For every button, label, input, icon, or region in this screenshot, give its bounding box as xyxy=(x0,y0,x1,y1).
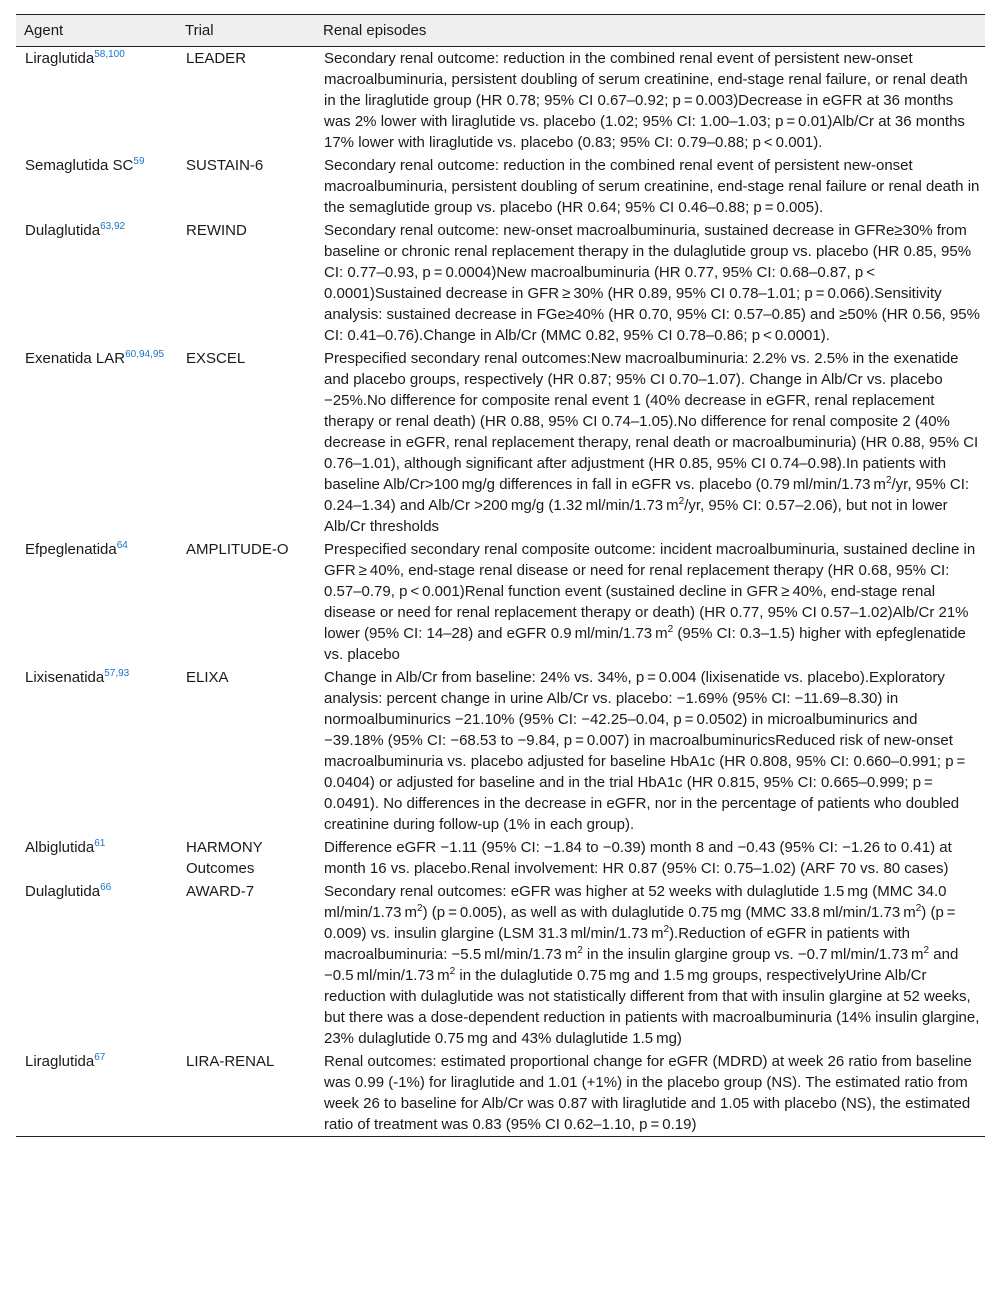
agent-cell xyxy=(16,47,177,155)
trial-cell: AWARD-7 xyxy=(186,883,255,900)
agent-cell xyxy=(16,538,177,666)
table-row xyxy=(16,347,985,538)
trial-cell: SUSTAIN-6 xyxy=(186,157,264,174)
superscript: 2 xyxy=(915,903,922,914)
renal-episodes-cell: Prespecified secondary renal composite outcome: incident macroalbuminuria, sustained decline in GFR ≥ 40%, end-stage renal disease or need for renal replacement therapy (HR 0.68, 95% CI: 0.57–0.79, p < 0.001)Renal function event (sustained decline in GFR ≥ 40%, end-stage renal disease or need for renal replacement therapy or death) (HR 0.77, 95% CI 0.57–1.02)Alb/Cr 21% lower (95% CI: 14–28) and eGFR 0.9 ml/min/1.73 $m^2$ (95% CI: 0.3–1.5) higher with epfeglenatide vs. placebo xyxy=(324,541,976,663)
table-container xyxy=(16,14,985,1137)
agent-name: Liraglutida xyxy=(25,50,95,67)
agent-cell xyxy=(16,1050,177,1137)
trial-cell: AMPLITUDE-O xyxy=(186,541,289,558)
agent-cell xyxy=(16,666,177,836)
agent-name: Exenatida LAR xyxy=(25,350,126,367)
trial-cell: LEADER xyxy=(186,50,247,67)
agent-name: Dulaglutida xyxy=(25,883,101,900)
superscript: 2 xyxy=(449,966,456,977)
reference-link[interactable]: 58,100 xyxy=(94,49,125,60)
reference-link[interactable]: 63,92 xyxy=(100,221,126,232)
superscript: 2 xyxy=(417,903,423,914)
table-row xyxy=(16,154,985,219)
superscript: 2 xyxy=(663,924,670,935)
reference-link[interactable]: 60,94,95 xyxy=(125,349,165,360)
agent-name: Dulaglutida xyxy=(25,222,101,239)
header-agent: Agent xyxy=(24,22,64,39)
table-row xyxy=(16,836,985,880)
reference-link[interactable]: 61 xyxy=(94,838,106,849)
renal-episodes-cell: Renal outcomes: estimated proportional change for eGFR (MDRD) at week 26 ratio from baseline was 0.99 (-1%) for liraglutide and 1.01 (+1%) in the placebo group (NS). The estimated ratio from week 26 to baseline for Alb/Cr was 0.87 with liraglutide and 1.05 with placebo (NS), the estimated ratio of treatment was 0.83 (95% CI 0.62–1.10, p = 0.19) xyxy=(324,1053,972,1133)
table-row xyxy=(16,219,985,347)
table-row xyxy=(16,47,985,155)
renal-episodes-cell: Secondary renal outcomes: eGFR was higher at 52 weeks with dulaglutide 1.5 mg (MMC 34.0 ml/min/1.73 $m^2$) (p = 0.005), as well as with dulaglutide 0.75 mg (MMC 33.8 ml/min/1.73 $m^2$) (p = 0.009) vs. insulin glargine (LSM 31.3 ml/min/1.73 $m^2).Reduction$ of eGFR in patients with macroalbuminuria: −5.5 ml/min/1.73 $m^2$ in the insulin glargine group vs. −0.7 ml/min/1.73 $m^2$ and −0.5 ml/min/1.73 $m^2$ in the dulaglutide 0.75 mg and 1.5 mg groups, respectivelyUrine Alb/Cr reduction with dulaglutide was not statistically different from that with insulin glargine at 52 weeks, but there was a dose-dependent reduction in patients with macroalbuminuria (14% insulin glargine, 23% dulaglutide 0.75 mg and 43% dulaglutide 1.5 mg) xyxy=(324,883,980,1047)
trial-cell: ELIXA xyxy=(186,669,229,686)
reference-link[interactable]: 66 xyxy=(100,882,112,893)
superscript: 2 xyxy=(577,945,583,956)
header-renal-episodes: Renal episodes xyxy=(323,22,427,39)
trial-cell: HARMONY Outcomes xyxy=(186,839,263,877)
renal-episodes-cell: Secondary renal outcome: reduction in the combined renal event of persistent new-onset macroalbuminuria, persistent doubling of serum creatinine, end-stage renal failure or renal death in the semaglutide group vs. placebo (HR 0.64; 95% CI 0.46–0.88; p = 0.005). xyxy=(324,157,980,216)
renal-episodes-cell: Prespecified secondary renal outcomes:New macroalbuminuria: 2.2% vs. 2.5% in the exenatide and placebo groups, respectively (HR 0.87; 95% CI 0.70–1.07). Change in Alb/Cr vs. placebo −25%.No difference for composite renal event 1 (40% decrease in eGFR, renal replacement therapy or renal death) (HR 0.88, 95% CI 0.74–1.05).No difference for renal composite 2 (40% decrease in eGFR, renal replacement therapy, renal death or macroalbuminuria) (HR 0.88, 95% CI 0.76–1.01), although significant after adjustment (HR 0.85, 95% CI 0.74–0.98).In patients with baseline Alb/Cr>100 mg/g differences in fall in eGFR vs. placebo (0.79 ml/min/1.73 $m^2/yr$, 95% CI: 0.24–1.34) and Alb/Cr >200 mg/g (1.32 ml/min/1.73 $m^2/yr$, 95% CI: 0.57–2.06), but not in lower Alb/Cr thresholds xyxy=(324,350,979,535)
table-row xyxy=(16,666,985,836)
agent-cell xyxy=(16,347,177,538)
table-row xyxy=(16,880,985,1050)
agent-name: Efpeglenatida xyxy=(25,541,117,558)
table-body xyxy=(16,47,985,1137)
agent-cell xyxy=(16,219,177,347)
agent-name: Semaglutida SC xyxy=(25,157,134,174)
trial-cell: REWIND xyxy=(186,222,247,239)
trial-cell: LIRA-RENAL xyxy=(186,1053,275,1070)
reference-link[interactable]: 67 xyxy=(94,1052,106,1063)
agent-cell xyxy=(16,836,177,880)
table-row xyxy=(16,538,985,666)
renal-episodes-cell: Difference eGFR −1.11 (95% CI: −1.84 to −0.39) month 8 and −0.43 (95% CI: −1.26 to 0.41) at month 16 vs. placebo.Renal involvement: HR 0.87 (95% CI: 0.75–1.02) (ARF 70 vs. 80 cases) xyxy=(324,839,952,877)
superscript: 2 xyxy=(885,475,892,486)
agent-name: Liraglutida xyxy=(25,1053,95,1070)
agent-cell xyxy=(16,880,177,1050)
renal-episodes-cell: Secondary renal outcome: reduction in the combined renal event of persistent new-onset macroalbuminuria, persistent doubling of serum creatinine, end-stage renal failure, or renal death in the liraglutide group (HR 0.78; 95% CI 0.67–0.92; p = 0.003)Decrease in eGFR at 36 months was 2% lower with liraglutide vs. placebo (1.02; 95% CI: 1.00–1.03; p = 0.01)Alb/Cr at 36 months 17% lower with liraglutide vs. placebo (0.83; 95% CI: 0.79–0.88; p < 0.001). xyxy=(324,50,968,151)
superscript: 2 xyxy=(678,496,685,507)
header-trial: Trial xyxy=(185,22,214,39)
table-header-row xyxy=(16,15,985,47)
renal-outcomes-table xyxy=(16,14,985,1137)
table-row xyxy=(16,1050,985,1137)
renal-episodes-cell: Secondary renal outcome: new-onset macroalbuminuria, sustained decrease in GFRe≥30% from baseline or chronic renal replacement therapy in the dulaglutide group vs. placebo (HR 0.85, 95% CI: 0.77–0.93, p = 0.0004)New macroalbuminuria (HR 0.77, 95% CI: 0.68–0.87, p < 0.0001)Sustained decrease in GFR ≥ 30% (HR 0.89, 95% CI 0.78–1.01; p = 0.066).Sensitivity analysis: sustained decrease in FGe≥40% (HR 0.70, 95% CI: 0.57–0.85) and ≥50% (HR 0.56, 95% CI: 0.41–0.76).Change in Alb/Cr (MMC 0.82, 95% CI 0.78–0.86; p < 0.0001). xyxy=(324,222,980,344)
renal-episodes-cell: Change in Alb/Cr from baseline: 24% vs. 34%, p = 0.004 (lixisenatide vs. placebo).Exploratory analysis: percent change in urine Alb/Cr vs. placebo: −1.69% (95% CI: −11.69–8.30) in normoalbuminurics −21.10% (95% CI: −42.25–0.04, p = 0.0502) in microalbuminurics and −39.18% (95% CI: −68.53 to −9.84, p = 0.007) in macroalbuminuricsReduced risk of new-onset macroalbuminuria vs. placebo adjusted for baseline HbA1c (HR 0.808, 95% CI: 0.660–0.991; p = 0.0404) or adjusted for baseline and in the trial HbA1c (HR 0.815, 95% CI: 0.665–0.999; p = 0.0491). No differences in the decrease in eGFR, nor in the percentage of patients who doubled creatinine during follow-up (1% in each group). xyxy=(324,669,969,833)
agent-name: Albiglutida xyxy=(25,839,95,856)
reference-link[interactable]: 57,93 xyxy=(104,668,130,679)
superscript: 2 xyxy=(923,945,930,956)
reference-link[interactable]: 64 xyxy=(116,540,128,551)
superscript: 2 xyxy=(667,624,674,635)
agent-name: Lixisenatida xyxy=(25,669,105,686)
agent-cell xyxy=(16,154,177,219)
reference-link[interactable]: 59 xyxy=(133,156,145,167)
trial-cell: EXSCEL xyxy=(186,350,246,367)
